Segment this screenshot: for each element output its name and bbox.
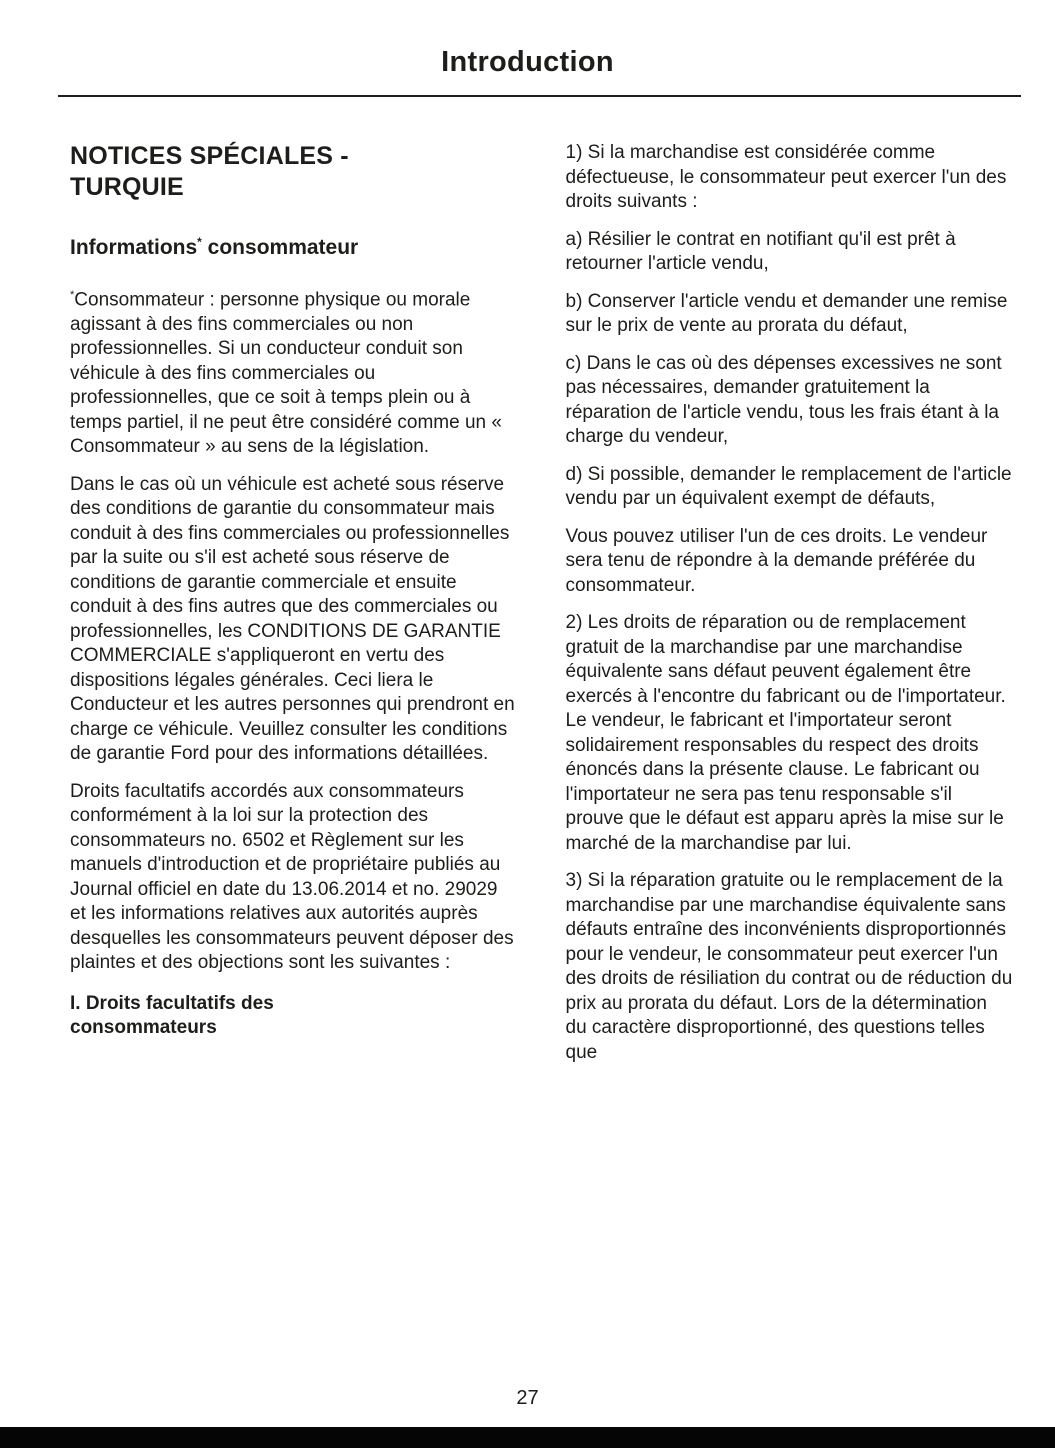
list-heading: I. Droits facultatifs des consommateurs	[70, 992, 274, 1039]
paragraph-right-2: 2) Les droits de réparation ou de remplacement gratuit de la marchandise par une marchandise équivalente sans défaut peuvent également être exercés à l'encontre du fabricant ou de l'importateur. Le vendeur, le fabricant et l'importateur seront solidairement responsables du respect des droits énoncés dans la présente clause. Le fabricant ou l'importateur ne sera pas tenu responsable s'il prouve que le défaut est apparu après la mise sur le marché de la marchandise par lui.	[565, 612, 1006, 854]
paragraph-optional-rights-intro: Droits facultatifs accordés aux consommateurs conformément à la loi sur la protection des consommateurs no. 6502 et Règlement sur les manuels d'introduction et de propriétaire publiés au Journal officiel en date du 13.06.2014 et no. 29029 et les informations relatives aux autorités auprès desquelles les consommateurs peuvent déposer des plaintes et des objections sont les suivantes :	[70, 780, 514, 974]
page-header	[0, 0, 1055, 97]
asterisk-footnote-marker: *	[70, 289, 75, 301]
bottom-black-bar	[0, 1427, 1055, 1448]
paragraph-right-c: c) Dans le cas où des dépenses excessives ne sont pas nécessaires, demander gratuitement la réparation de l'article vendu, tous les frais étant à la charge du vendeur,	[565, 352, 1002, 447]
subsection-heading-main: Informations	[70, 236, 198, 259]
paragraph-right-b: b) Conserver l'article vendu et demander une remise sur le prix de vente au prorata du défaut,	[565, 290, 1008, 336]
section-heading: NOTICES SPÉCIALES - TURQUIE	[70, 142, 349, 201]
paragraph-right-d: d) Si possible, demander le remplacement de l'article vendu par un équivalent exempt de défauts,	[565, 463, 1012, 509]
paragraph-right-usage: Vous pouvez utiliser l'un de ces droits. Le vendeur sera tenu de répondre à la demande préférée du consommateur.	[565, 525, 988, 596]
page-footer	[0, 1387, 1055, 1410]
subsection-heading-rest: consommateur	[201, 236, 359, 259]
paragraph-right-1: 1) Si la marchandise est considérée comme défectueuse, le consommateur peut exercer l'un des droits suivants :	[565, 142, 1007, 212]
left-column	[70, 141, 518, 1078]
paragraph-text: Consommateur : personne physique ou morale agissant à des fins commerciales ou non professionnelles. Si un conducteur conduit son véhicule à des fins commerciales ou professionnelles, que ce soit à temps plein ou à temps partiel, il ne peut être considéré comme un « Consommateur » au sens de la législation.	[70, 289, 502, 458]
paragraph-right-3: 3) Si la réparation gratuite ou le remplacement de la marchandise par une marchandise équivalente sans défauts entraîne des inconvénients disproportionnés pour le vendeur, le consommateur peut exercer l'un des droits de résiliation du contrat ou de réduction du prix au prorata du défaut. Lors de la détermination du caractère disproportionné, des questions telles que	[565, 870, 1013, 1063]
page-number: 27	[516, 1387, 539, 1409]
right-column	[566, 141, 1014, 1078]
paragraph-consumer-definition	[70, 283, 518, 460]
paragraph-warranty-conditions: Dans le cas où un véhicule est acheté sous réserve des conditions de garantie du consommateur mais conduit à des fins commerciales ou professionnelles par la suite ou s'il est acheté sous réserve de conditions de garantie commerciale et ensuite conduit à des fins autres que des commerciales ou professionnelles, les CONDITIONS DE GARANTIE COMMERCIALE s'appliqueront en vertu des dispositions légales générales. Ceci liera le Conducteur et les autres personnes qui prendront en charge ce véhicule. Veuillez consulter les conditions de garantie Ford pour des informations détaillées.	[70, 473, 515, 765]
asterisk-marker: *	[197, 235, 202, 249]
subsection-heading	[70, 229, 518, 261]
paragraph-right-a: a) Résilier le contrat en notifiant qu'il est prêt à retourner l'article vendu,	[565, 228, 956, 274]
content-columns	[0, 97, 1055, 1078]
page-title: Introduction	[441, 46, 614, 78]
